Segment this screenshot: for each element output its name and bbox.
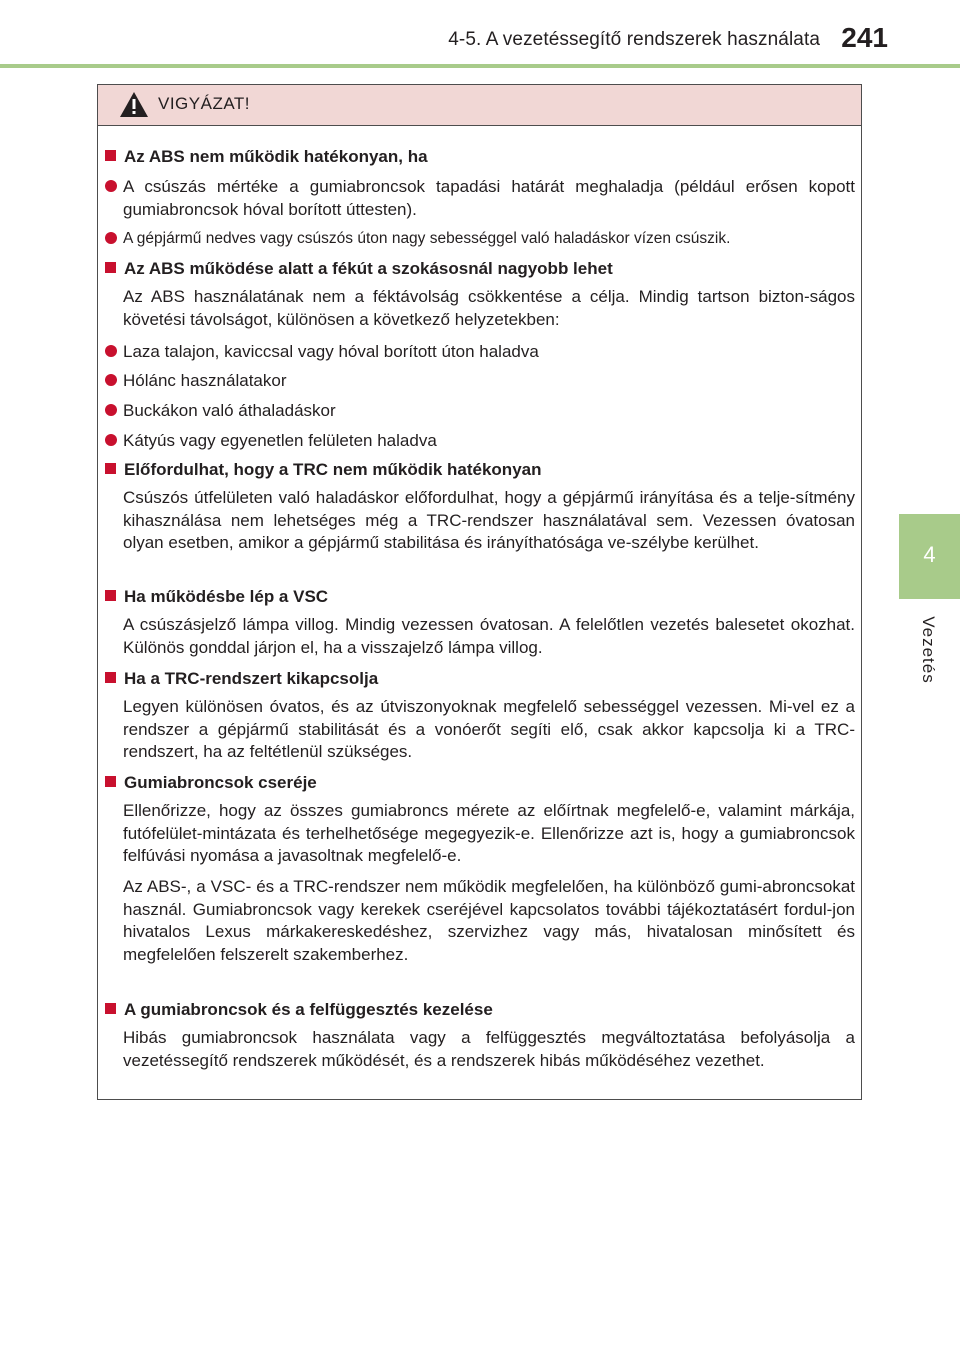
dot-bullet-icon bbox=[105, 345, 117, 357]
list-item: Hólánc használatakor bbox=[105, 369, 855, 392]
caution-header bbox=[98, 85, 861, 126]
square-bullet-icon bbox=[105, 590, 116, 601]
list-item: Buckákon való áthaladáskor bbox=[105, 399, 855, 422]
list-item: A csúszás mértéke a gumiabroncsok tapadási határát meghaladja (például erősen kopott gumiabroncsok hóval borított úttesten). bbox=[105, 175, 855, 221]
section-paragraph: A csúszásjelző lámpa villog. Mindig vezessen óvatosan. A felelőtlen vezetés balesetet okozhat. Különös gonddal járjon el, ha a visszajelző lámpa villog. bbox=[123, 615, 855, 657]
dot-bullet-icon bbox=[105, 180, 117, 192]
section-paragraph: Legyen különösen óvatos, és az útviszonyoknak megfelelő sebességgel vezessen. Mi-vel ez a rendszer a gépjármű stabilitását és a vonóerőt segíti elő, csak akkor kapcsolja ki a TRC-rendszert, ha az feltétlenül szükséges. bbox=[123, 697, 855, 761]
square-bullet-icon bbox=[105, 776, 116, 787]
chapter-tab-number: 4 bbox=[923, 542, 936, 567]
page-number: 241 bbox=[841, 22, 888, 53]
square-bullet-icon bbox=[105, 262, 116, 273]
section-heading: Gumiabroncsok cseréje bbox=[105, 773, 317, 793]
chapter-title: 4-5. A vezetéssegítő rendszerek használata bbox=[448, 29, 820, 50]
section-paragraph: Csúszós útfelületen való haladáskor előfordulhat, hogy a gépjármű irányítása és a telje-sítmény kihasználása nem lehetséges még a TRC-rendszer használatával sem. Vezessen óvatosan olyan esetben, amikor a gépjármű stabilitása és irányíthatósága ve-szélybe kerülhet. bbox=[123, 488, 855, 552]
chapter-side-label bbox=[912, 610, 944, 690]
section-paragraph: Az ABS használatának nem a féktávolság csökkentése a célja. Mindig tartson bizton-ságos követési távolságot, különösen a következő helyzetekben: bbox=[123, 287, 855, 329]
section-paragraph: Az ABS-, a VSC- és a TRC-rendszer nem működik megfelelően, ha különböző gumi-abroncsokat használ. Gumiabroncsok vagy kerekek cseréjével kapcsolatos további tájékoztatásért fordul-jon hivatalos Lexus márkakereskedéshez, szervizhez vagy más, hivatalosan minősített és megfelelően felszerelt szakemberhez. bbox=[123, 877, 855, 964]
square-bullet-icon bbox=[105, 672, 116, 683]
section-heading: Ha működésbe lép a VSC bbox=[105, 587, 328, 607]
list-item: Laza talajon, kaviccsal vagy hóval borított úton haladva bbox=[105, 340, 855, 363]
square-bullet-icon bbox=[105, 150, 116, 161]
section-heading: A gumiabroncsok és a felfüggesztés kezelése bbox=[105, 1000, 493, 1020]
section-paragraph: Ellenőrizze, hogy az összes gumiabroncs mérete az előírtnak megfelelő-e, valamint márkája, futófelület-mintázata és terhelhetősége megegyezik-e. Ellenőrizze azt is, hogy a gumiabroncsok felfúvási nyomása a javasoltnak megfelelő-e. bbox=[123, 801, 855, 865]
list-item: A gépjármű nedves vagy csúszós úton nagy sebességgel való haladáskor vízen csúszik. bbox=[105, 227, 855, 250]
section-heading: Ha a TRC-rendszert kikapcsolja bbox=[105, 669, 378, 689]
section-paragraph: Hibás gumiabroncsok használata vagy a felfüggesztés megváltoztatása befolyásolja a vezetéssegítő rendszerek működését, és a rendszerek hibás működéséhez vezethet. bbox=[123, 1028, 855, 1070]
square-bullet-icon bbox=[105, 463, 116, 474]
page-header bbox=[0, 0, 960, 68]
section-heading: Előfordulhat, hogy a TRC nem működik hatékonyan bbox=[105, 460, 542, 480]
caution-box bbox=[97, 84, 862, 1100]
section-heading: Az ABS működése alatt a fékút a szokásosnál nagyobb lehet bbox=[105, 259, 613, 279]
dot-bullet-icon bbox=[105, 404, 117, 416]
section-heading: Az ABS nem működik hatékonyan, ha bbox=[105, 147, 428, 167]
warning-icon bbox=[119, 91, 149, 118]
square-bullet-icon bbox=[105, 1003, 116, 1014]
chapter-side-label-text: Vezetés bbox=[919, 616, 938, 684]
list-item: Kátyús vagy egyenetlen felületen haladva bbox=[105, 429, 855, 452]
chapter-tab bbox=[899, 514, 960, 599]
dot-bullet-icon bbox=[105, 434, 117, 446]
dot-bullet-icon bbox=[105, 374, 117, 386]
caution-title: VIGYÁZAT! bbox=[158, 94, 251, 113]
dot-bullet-icon bbox=[105, 232, 117, 244]
header-divider bbox=[0, 64, 960, 68]
